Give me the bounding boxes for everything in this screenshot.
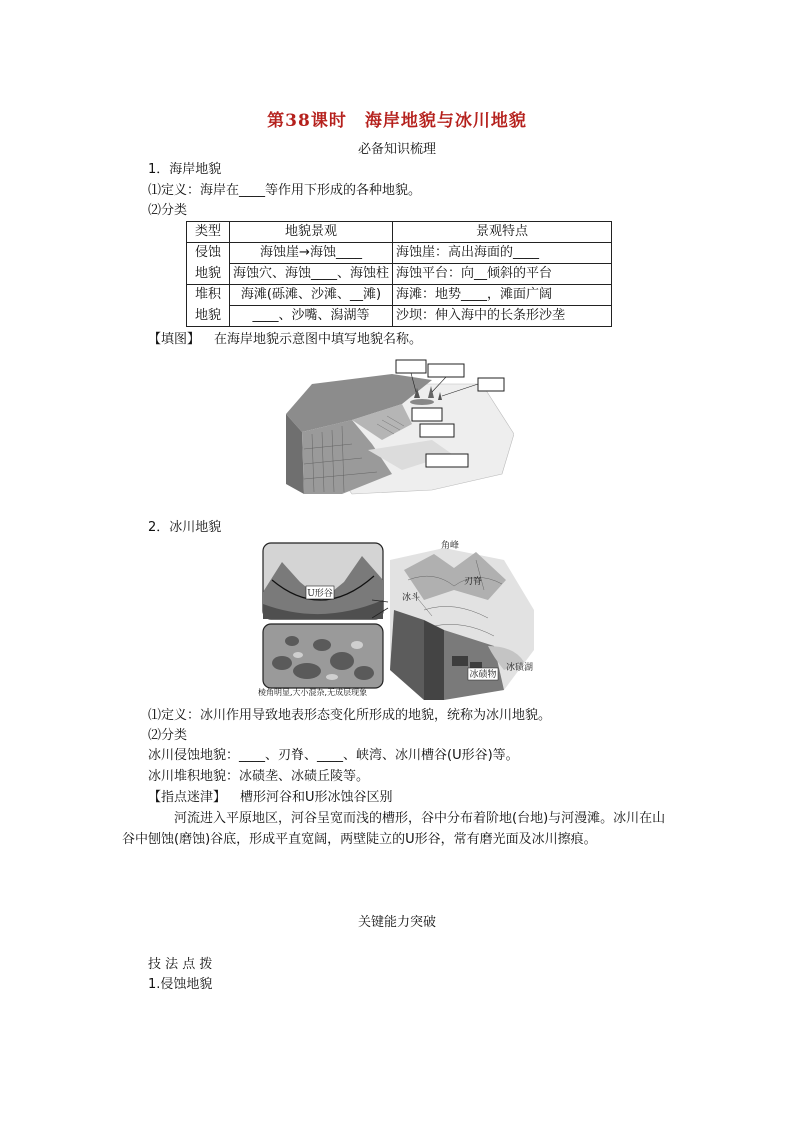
table-cell: 堆积 bbox=[187, 285, 230, 306]
tip-line bbox=[148, 788, 393, 808]
page-title: 第38课时 海岸地貌与冰川地貌 bbox=[267, 111, 527, 131]
table-cell: 地貌 bbox=[187, 264, 230, 285]
coast-heading: 1．海岸地貌 bbox=[148, 162, 222, 177]
tip-body-line2: 谷中刨蚀(磨蚀)谷底，形成平直宽阔，两壁陡立的U形谷，常有磨光面及冰川擦痕。 bbox=[122, 832, 597, 847]
tip-body-line1: 河流进入平原地区，河谷呈宽而浅的槽形，谷中分布着阶地(台地)与河漫滩。冰川在山 bbox=[174, 811, 666, 826]
table-cell: 海滩：地势____，滩面广阔 bbox=[393, 285, 612, 306]
ridge-label: 刃脊 bbox=[464, 577, 483, 587]
cirque-label: 冰斗 bbox=[402, 593, 421, 603]
table-cell: 海蚀崖：高出海面的____ bbox=[393, 243, 612, 264]
table-row bbox=[187, 243, 612, 264]
moraine-lake-label: 冰碛湖 bbox=[506, 663, 534, 673]
label-box-sea-stack[interactable] bbox=[428, 364, 464, 377]
fill-diagram-instruction bbox=[148, 330, 422, 350]
fill-diagram-text: 在海岸地貌示意图中填写地貌名称。 bbox=[214, 332, 423, 347]
glacier-classification: ⑵分类 bbox=[148, 728, 188, 743]
label-box-beach[interactable] bbox=[426, 454, 468, 467]
table-cell: 海蚀穴、海蚀____、海蚀柱 bbox=[230, 264, 393, 285]
table-header-cell: 类型 bbox=[187, 222, 230, 243]
glacier-definition: ⑴定义：冰川作用导致地表形态变化所形成的地貌，统称为冰川地貌。 bbox=[148, 708, 552, 723]
glacier-heading: 2．冰川地貌 bbox=[148, 520, 222, 535]
table-cell: 海蚀平台：向__倾斜的平台 bbox=[393, 264, 612, 285]
label-box-sea-arch[interactable] bbox=[478, 378, 504, 391]
glacier-deposition-landforms: 冰川堆积地貌：冰碛垄、冰碛丘陵等。 bbox=[148, 769, 370, 784]
tip-title: 槽形河谷和U形冰蚀谷区别 bbox=[240, 790, 393, 805]
label-box-platform[interactable] bbox=[420, 424, 454, 437]
peak-label: 角峰 bbox=[440, 541, 460, 551]
skills-heading: 技 法 点 拨 bbox=[148, 957, 213, 972]
coastal-landform-diagram bbox=[282, 354, 514, 498]
u-valley-label: U形谷 bbox=[307, 589, 333, 599]
fill-diagram-prefix: 【填图】 bbox=[148, 332, 201, 347]
table-cell: ____、沙嘴、潟湖等 bbox=[230, 306, 393, 327]
moraine-label: 冰碛物 bbox=[469, 670, 497, 680]
table-header-cell: 地貌景观 bbox=[230, 222, 393, 243]
table-cell: 地貌 bbox=[187, 306, 230, 327]
table-cell: 海蚀崖→海蚀____ bbox=[230, 243, 393, 264]
table-header-row bbox=[187, 222, 612, 243]
section-heading-basics: 必备知识梳理 bbox=[357, 142, 436, 157]
table-cell: 海滩(砾滩、沙滩、__滩) bbox=[230, 285, 393, 306]
table-cell: 侵蚀 bbox=[187, 243, 230, 264]
table-row bbox=[187, 306, 612, 327]
connector-lines bbox=[372, 596, 390, 620]
erosion-landform-heading: 1.侵蚀地貌 bbox=[148, 977, 213, 992]
table-row bbox=[187, 285, 612, 306]
coast-landform-table bbox=[186, 221, 612, 327]
moraine-caption: 棱角明显,大小混杂,无成层现象 bbox=[258, 688, 368, 697]
moraine-photo bbox=[262, 623, 384, 689]
table-row bbox=[187, 264, 612, 285]
u-valley-photo bbox=[262, 542, 384, 620]
coast-definition: ⑴定义：海岸在____等作用下形成的各种地貌。 bbox=[148, 183, 422, 198]
table-header-cell: 景观特点 bbox=[393, 222, 612, 243]
table-cell: 沙坝：伸入海中的长条形沙垄 bbox=[393, 306, 612, 327]
label-box-sea-cave[interactable] bbox=[396, 360, 426, 373]
label-box-cliff[interactable] bbox=[412, 408, 442, 421]
glacier-block-diagram bbox=[384, 540, 536, 704]
tip-prefix: 【指点迷津】 bbox=[148, 790, 227, 805]
coast-classification: ⑵分类 bbox=[148, 203, 188, 218]
section-heading-abilities: 关键能力突破 bbox=[357, 915, 436, 930]
glacier-erosion-landforms: 冰川侵蚀地貌：____、刃脊、____、峡湾、冰川槽谷(U形谷)等。 bbox=[148, 748, 519, 763]
